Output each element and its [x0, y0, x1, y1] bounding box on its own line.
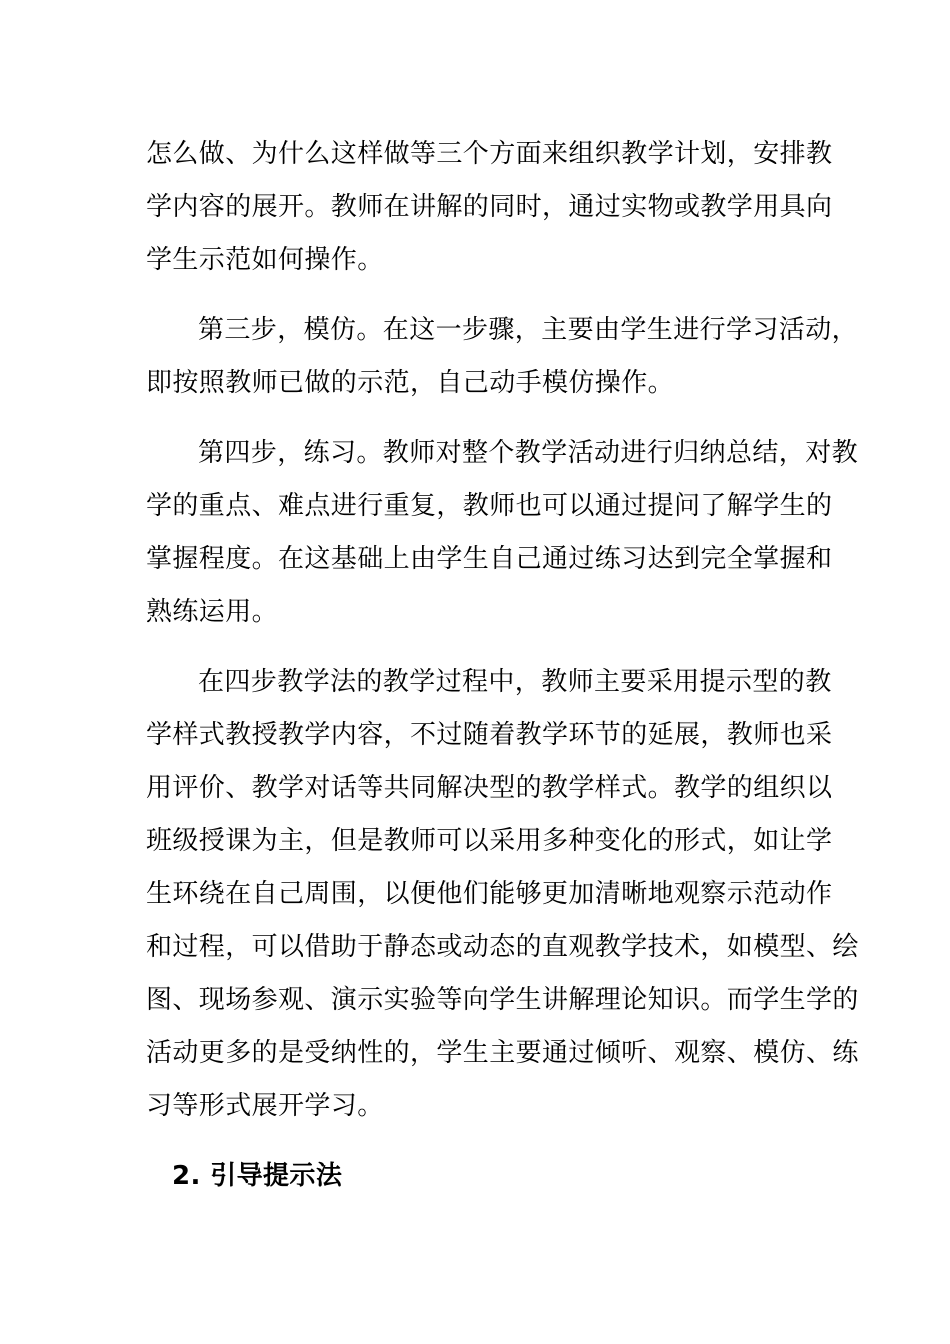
paragraph-step-four — [146, 427, 859, 639]
text-line: 在四步教学法的教学过程中，教师主要采用提示型的教 — [198, 667, 832, 697]
text-line: 第四步，练习。教师对整个教学活动进行归纳总结，对教 — [198, 438, 859, 468]
paragraph-continued — [146, 128, 833, 287]
text-line: 掌握程度。在这基础上由学生自己通过练习达到完全掌握和 — [146, 544, 833, 574]
text-line: 第三步，模仿。在这一步骤，主要由学生进行学习活动， — [198, 315, 859, 345]
text-line: 图、现场参观、演示实验等向学生讲解理论知识。而学生学的 — [146, 985, 859, 1015]
paragraph-four-step-method — [146, 656, 859, 1133]
text-line: 用评价、教学对话等共同解决型的教学样式。教学的组织以 — [146, 773, 833, 803]
paragraph-step-three — [146, 304, 859, 410]
text-line: 活动更多的是受纳性的，学生主要通过倾听、观察、模仿、练 — [146, 1038, 859, 1068]
text-line: 学的重点、难点进行重复，教师也可以通过提问了解学生的 — [146, 491, 833, 521]
text-line: 学样式教授教学内容，不过随着教学环节的延展，教师也采 — [146, 720, 833, 750]
text-line: 即按照教师已做的示范，自己动手模仿操作。 — [146, 368, 675, 398]
text-line: 生环绕在自己周围，以便他们能够更加清晰地观察示范动作 — [146, 879, 833, 909]
text-line: 熟练运用。 — [146, 597, 279, 627]
text-line: 学内容的展开。教师在讲解的同时，通过实物或教学用具向 — [146, 192, 833, 222]
section-heading: 2. 引导提示法 — [172, 1161, 343, 1191]
text-line: 学生示范如何操作。 — [146, 245, 384, 275]
text-line: 习等形式展开学习。 — [146, 1091, 384, 1121]
document-page — [146, 128, 859, 1203]
text-line: 怎么做、为什么这样做等三个方面来组织教学计划，安排教 — [146, 139, 833, 169]
text-line: 和过程，可以借助于静态或动态的直观教学技术，如模型、绘 — [146, 932, 859, 962]
text-line: 班级授课为主，但是教师可以采用多种变化的形式，如让学 — [146, 826, 833, 856]
